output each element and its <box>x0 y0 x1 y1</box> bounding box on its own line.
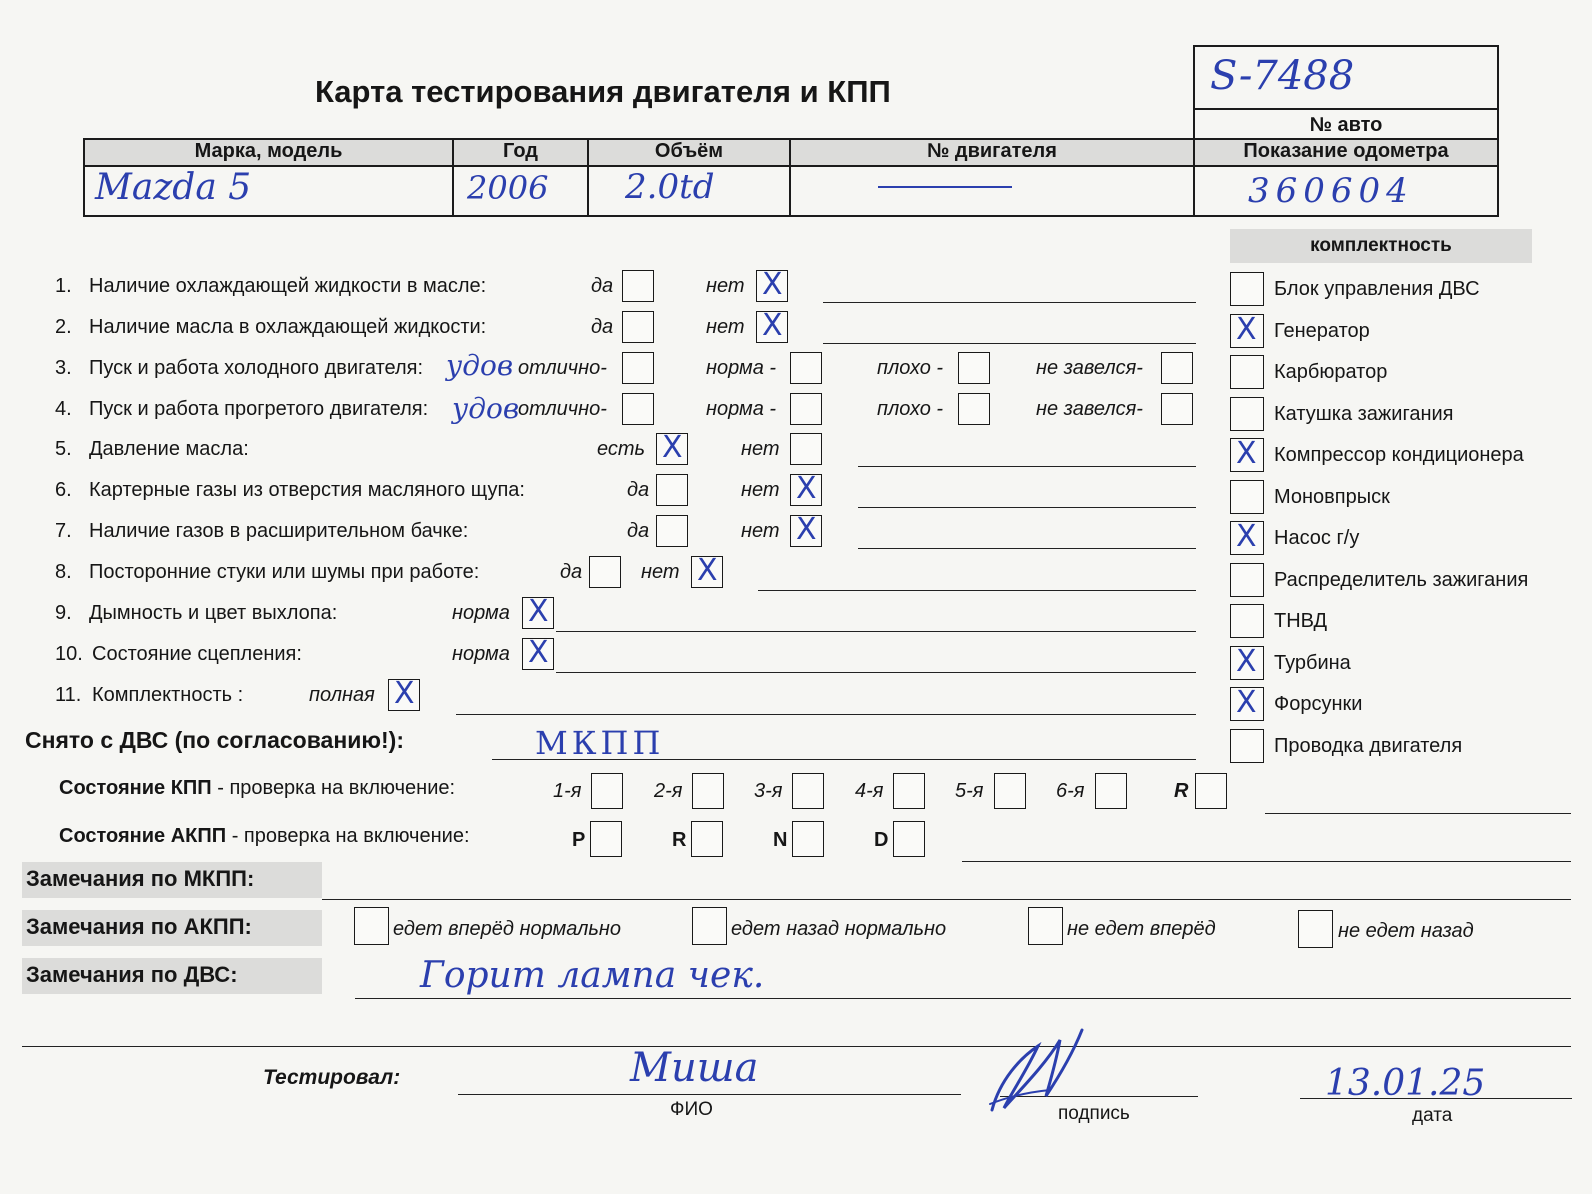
item-number: 8. <box>55 561 72 583</box>
option-label: отлично- <box>518 398 607 420</box>
check-mark: X <box>796 512 817 547</box>
option-label: нет <box>741 479 780 501</box>
handwritten-rating: удов <box>452 392 520 425</box>
kit-item-label: Форсунки <box>1274 693 1363 715</box>
gear-label: 2-я <box>654 780 683 802</box>
item-label: Пуск и работа холодного двигателя: <box>89 357 424 379</box>
remarks-akpp-label: Замечания по АКПП: <box>26 914 252 939</box>
item-number: 7. <box>55 520 72 542</box>
check-mark: X <box>796 471 817 506</box>
option-label: есть <box>597 438 646 460</box>
tested-label: Тестировал: <box>263 1066 401 1089</box>
odometer-value: 360604 <box>1248 171 1414 211</box>
remarks-dvs-value: Горит лампа чек. <box>420 955 765 996</box>
option-label: да <box>560 561 583 583</box>
gear-label: N <box>773 829 788 851</box>
odometer-label: Показание одометра <box>1243 140 1449 162</box>
item-label: Дымность и цвет выхлопа: <box>89 602 338 624</box>
option-label: не завелся- <box>1036 357 1143 379</box>
kpp-label-rest: - проверка на включение: <box>211 777 456 799</box>
year-value: 2006 <box>467 169 549 207</box>
remarks-dvs-label: Замечания по ДВС: <box>26 962 238 987</box>
item-label: Давление масла: <box>89 438 249 460</box>
option-label: едет вперёд нормально <box>393 918 622 940</box>
item-label: Пуск и работа прогретого двигателя: <box>89 398 429 420</box>
signature-caption: подпись <box>1058 1103 1130 1124</box>
item-label: Состояние сцепления: <box>92 643 302 665</box>
check-mark: X <box>762 308 783 343</box>
option-label: да <box>591 316 614 338</box>
kit-item-label: Турбина <box>1274 652 1351 674</box>
option-label: отлично- <box>518 357 607 379</box>
make-value: Mazda 5 <box>95 167 252 208</box>
check-mark: X <box>394 676 415 711</box>
gear-label: 1-я <box>553 780 582 802</box>
gear-label: P <box>572 829 586 851</box>
handwritten-rating: удов <box>446 349 514 382</box>
kit-item-label: Генератор <box>1274 320 1370 342</box>
item-label: Посторонние стуки или шумы при работе: <box>89 561 480 583</box>
item-label: Комплектность : <box>92 684 244 706</box>
akpp-label-rest: - проверка на включение: <box>226 825 470 847</box>
option-label: нет <box>741 438 780 460</box>
option-label: полная <box>309 684 375 706</box>
option-label: плохо - <box>877 398 944 420</box>
check-mark: X <box>1236 519 1257 554</box>
check-mark: X <box>762 267 783 302</box>
item-number: 6. <box>55 479 72 501</box>
option-label: нет <box>706 275 745 297</box>
kit-item-label: Карбюратор <box>1274 361 1388 383</box>
option-label: не завелся- <box>1036 398 1143 420</box>
akpp-label-bold: Состояние АКПП <box>59 825 227 847</box>
gear-label: 6-я <box>1056 780 1085 802</box>
removed-label: Снято с ДВС (по согласованию!): <box>25 727 404 753</box>
kit-title: комплектность <box>1310 235 1452 256</box>
gear-label: 4-я <box>855 780 884 802</box>
option-label: нет <box>706 316 745 338</box>
check-mark: X <box>528 594 549 629</box>
item-number: 2. <box>55 316 72 338</box>
item-number: 3. <box>55 357 72 379</box>
option-label: плохо - <box>877 357 944 379</box>
gear-label: R <box>1174 780 1189 802</box>
option-label: да <box>591 275 614 297</box>
gear-label: 3-я <box>754 780 783 802</box>
kit-item-label: Распределитель зажигания <box>1274 569 1529 591</box>
remarks-mkpp-label: Замечания по МКПП: <box>26 866 255 891</box>
volume-value: 2.0td <box>625 167 715 207</box>
item-number: 9. <box>55 602 72 624</box>
car-number-value: S-7488 <box>1210 53 1355 99</box>
kit-item-label: Катушка зажигания <box>1274 403 1454 425</box>
kit-item-label: Моновпрыск <box>1274 486 1390 508</box>
kit-item-label: ТНВД <box>1274 610 1328 632</box>
item-label: Наличие газов в расширительном бачке: <box>89 520 469 542</box>
item-label: Наличие охлаждающей жидкости в масле: <box>89 275 487 297</box>
check-mark: X <box>1236 685 1257 720</box>
item-number: 11. <box>55 684 82 706</box>
option-label: едет назад нормально <box>731 918 947 940</box>
check-mark: X <box>662 430 683 465</box>
item-label: Наличие масла в охлаждающей жидкости: <box>89 316 487 338</box>
option-label: норма - <box>706 398 777 420</box>
gear-label: 5-я <box>955 780 984 802</box>
check-mark: X <box>1236 312 1257 347</box>
fio-caption: ФИО <box>670 1099 713 1120</box>
item-number: 4. <box>55 398 72 420</box>
option-label: нет <box>741 520 780 542</box>
volume-label: Объём <box>654 140 724 162</box>
check-mark: X <box>1236 436 1257 471</box>
kit-item-label: Блок управления ДВС <box>1274 278 1480 300</box>
make-label: Марка, модель <box>194 140 343 162</box>
item-number: 10. <box>55 643 83 665</box>
item-number: 1. <box>55 275 72 297</box>
option-label: норма <box>452 602 510 624</box>
option-label: да <box>627 479 650 501</box>
kit-item-label: Проводка двигателя <box>1274 735 1463 757</box>
option-label: нет <box>641 561 680 583</box>
option-label: норма - <box>706 357 777 379</box>
option-label: не едет вперёд <box>1067 918 1216 940</box>
page-title: Карта тестирования двигателя и КПП <box>315 74 891 109</box>
option-label: не едет назад <box>1338 920 1474 942</box>
car-number-label: № авто <box>1309 114 1383 136</box>
date-value: 13.01.25 <box>1325 1063 1486 1104</box>
check-mark: X <box>528 635 549 670</box>
date-caption: дата <box>1412 1105 1453 1126</box>
gear-label: R <box>672 829 687 851</box>
item-number: 5. <box>55 438 72 460</box>
kpp-label-bold: Состояние КПП <box>59 777 212 799</box>
kit-item-label: Насос г/у <box>1274 527 1360 549</box>
gear-label: D <box>874 829 889 851</box>
check-mark: X <box>1236 644 1257 679</box>
engine-number-label: № двигателя <box>927 140 1057 162</box>
kit-item-label: Компрессор кондиционера <box>1274 444 1524 466</box>
removed-value: МКПП <box>535 724 665 762</box>
year-label: Год <box>503 140 538 162</box>
option-label: норма <box>452 643 510 665</box>
check-mark: X <box>697 553 718 588</box>
tester-name: Миша <box>630 1045 759 1091</box>
item-label: Картерные газы из отверстия масляного щупа: <box>89 479 525 501</box>
option-label: да <box>627 520 650 542</box>
